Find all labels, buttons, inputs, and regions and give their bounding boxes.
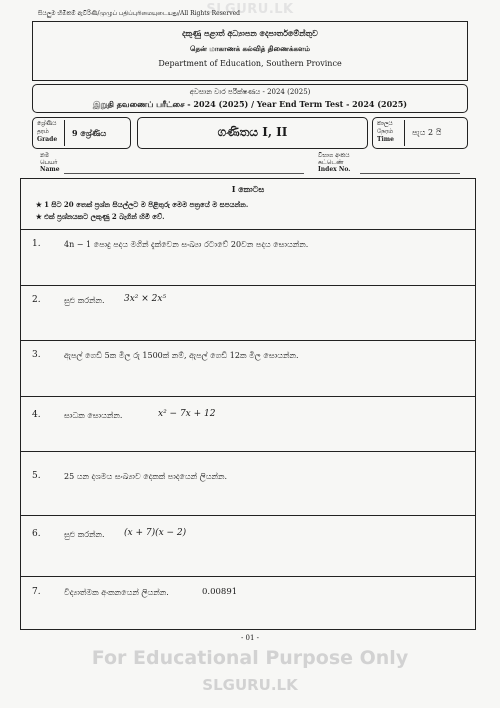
department-english: Department of Education, Southern Province	[158, 59, 342, 68]
question-5-text: 25 යන දශමය සංඛ්‍යාව දෙකක් පාදයෙන් ලියන්න.	[64, 472, 228, 481]
question-6-number: 6.	[32, 529, 41, 539]
grade-label-sinhala: ශ්‍රේණිය	[37, 120, 57, 127]
watermark-educational: For Educational Purpose Only	[91, 647, 409, 669]
grade-label-english: Grade	[37, 136, 58, 143]
time-label-tamil: நேரம்	[377, 128, 394, 135]
index-field[interactable]	[360, 173, 460, 174]
question-2-number: 2.	[32, 295, 41, 305]
question-6-expression: (x + 7)(x − 2)	[124, 528, 187, 538]
time-value: පැය 2 යි	[412, 128, 442, 137]
question-2-expression: 3x² × 2x⁵	[124, 294, 167, 304]
question-4-number: 4.	[32, 410, 41, 420]
term-title: இறுதி தவணைப் பரீட்சை - 2024 (2025) / Year End Term Test - 2024 (2025)	[92, 99, 408, 109]
grade-label-tamil: தரம்	[37, 128, 49, 135]
index-label-sinhala: විභාග අංකය	[318, 152, 350, 159]
question-1-number: 1.	[32, 239, 41, 249]
time-label-english: Time	[377, 136, 394, 143]
instruction-1: ★ 1 සිට 20 තෙක් ප්‍රශ්න සියල්ලට ම පිළිතුරු මෙම පත්‍රයේ ම සපයන්න.	[36, 200, 249, 209]
name-label-sinhala: නම	[40, 152, 50, 159]
question-2-text: සුළු කරන්න.	[64, 296, 105, 305]
part-title: I කොටස	[231, 184, 265, 194]
watermark-top: SLGURU.LK	[206, 2, 294, 17]
index-label-english: Index No.	[318, 166, 351, 173]
term-sinhala: අවසාන වාර පරීක්ෂණය - 2024 (2025)	[189, 88, 311, 96]
question-4-expression: x² − 7x + 12	[158, 409, 216, 419]
rights-notice: සියලුම හිමිකම් ඇවිරිණි/முழுப் பதிப்புரிமையுடையது/All Rights Reserved	[38, 10, 240, 17]
question-7-number: 7.	[32, 587, 41, 597]
department-tamil: தென் மாகாணக் கல்வித் திணைக்களம்	[190, 44, 310, 53]
page-number: - 01 -	[240, 634, 260, 642]
question-5-number: 5.	[32, 471, 41, 481]
question-4-text: සාධක සොයන්න.	[64, 411, 123, 420]
name-field[interactable]	[64, 173, 304, 174]
question-7-text: විද්‍යාත්මක අංකනයෙන් ලියන්න.	[64, 588, 169, 597]
watermark-bottom: SLGURU.LK	[202, 676, 298, 694]
name-label-english: Name	[40, 166, 60, 173]
time-label-sinhala: කාලය	[377, 120, 393, 127]
department-sinhala: දකුණු පළාත් අධ්‍යාපන දෙපාර්තමේන්තුව	[182, 28, 318, 38]
subject-title: ගණිතය I, II	[217, 125, 288, 139]
question-3-number: 3.	[32, 350, 41, 360]
grade-value: 9 ශ්‍රේණිය	[72, 128, 107, 138]
index-label-tamil: சுட்டெண்	[318, 159, 344, 166]
question-6-text: සුළු කරන්න.	[64, 530, 105, 539]
instruction-2: ★ එක් ප්‍රශ්නයකට ලකුණු 2 බැගින් හිමි වේ.	[36, 212, 165, 221]
question-3-text: ඇපල් ගෙඩි 5ක මිල රු 1500ක් නම්, ඇපල් ගෙඩි 12ක මිල සොයන්න.	[64, 351, 299, 360]
question-7-number-value: 0.00891	[202, 587, 238, 597]
name-label-tamil: பெயர்	[40, 159, 58, 166]
question-1-text: 4n − 1 පොදු පදය මගින් දැක්වෙන සංඛ්‍යා රටාවේ 20වන පදය සොයන්න.	[64, 240, 309, 249]
